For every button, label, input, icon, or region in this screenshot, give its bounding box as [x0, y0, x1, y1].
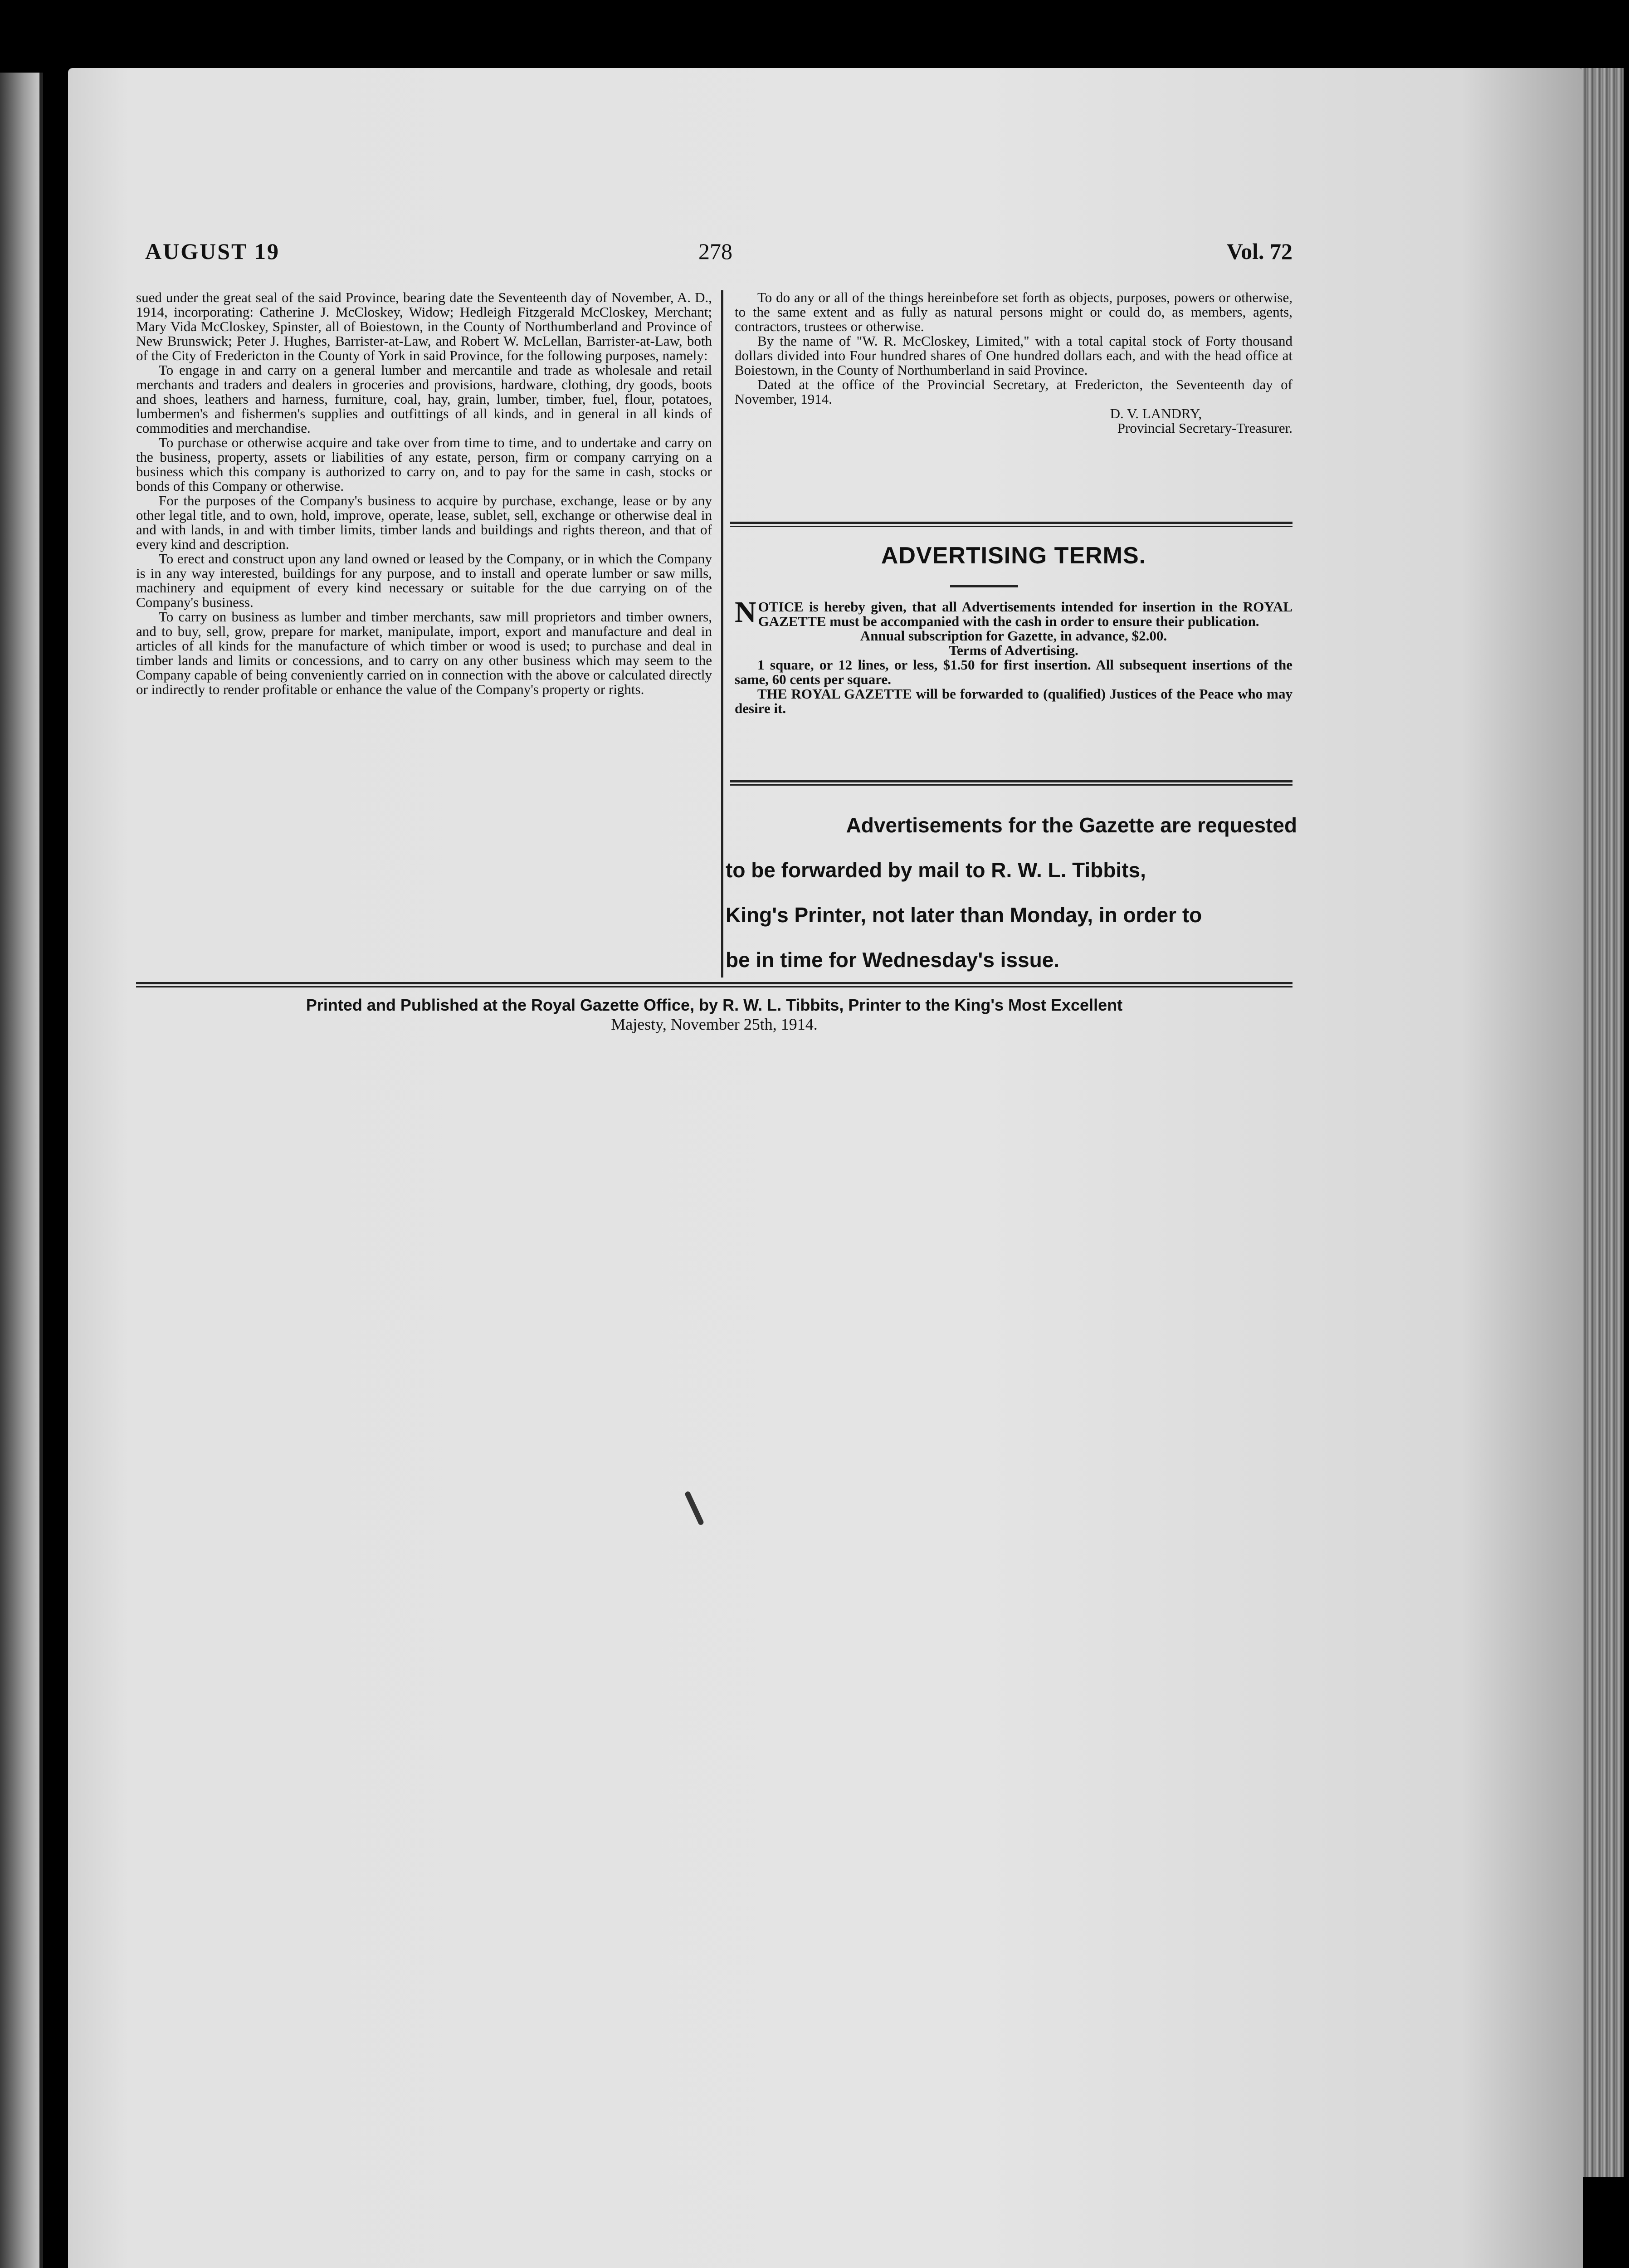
- signature-title: Provincial Secretary-Treasurer.: [1117, 420, 1292, 436]
- note-line: King's Printer, not later than Monday, in order to: [726, 903, 1202, 927]
- gazette-request-note: [726, 803, 1297, 982]
- imprint-line: Printed and Published at the Royal Gazette Office, by R. W. L. Tibbits, Printer to the King's Most Excellent: [306, 996, 1123, 1014]
- left-paragraph: To engage in and carry on a general lumber and mercantile and trade as wholesale and retail merchants and traders and dealers in groceries and provisions, hardware, clothing, dry goods, boots and shoes, leathers and harness, furniture, coal, hay, grain, lumber, timber, fuel, flour, potatoes, lumbermen's and fishermen's supplies and outfittings of all kinds, and in general in all kinds of commodities and merchandise.: [136, 362, 712, 436]
- title-underline: [950, 585, 1018, 587]
- page-number: 278: [698, 239, 732, 264]
- page-header: [145, 238, 1292, 270]
- terms-heading: Terms of Advertising.: [949, 642, 1078, 658]
- left-paragraph: For the purposes of the Company's business to acquire by purchase, exchange, lease or by any other legal title, and to own, hold, improve, operate, lease, sublet, sell, exchange or otherwise deal in and with lands, in and with timber limits, timber lands and buildings and rights thereon, and that of every kind and description.: [136, 493, 712, 552]
- note-line: Advertisements for the Gazette are requested: [846, 813, 1297, 837]
- right-paragraph: Dated at the office of the Provincial Secretary, at Fredericton, the Seventeenth day of November, 1914.: [735, 376, 1292, 407]
- signature-name: D. V. LANDRY,: [1110, 406, 1202, 421]
- section-rule: [730, 522, 1292, 527]
- right-column: [735, 290, 1292, 435]
- volume-number: Vol. 72: [1226, 239, 1292, 264]
- right-paragraph: To do any or all of the things hereinbefore set forth as objects, purposes, powers or otherwise, to the same extent and as fully as natural persons might or could do, as members, agents, contractors, trustees or otherwise.: [735, 289, 1292, 334]
- left-paragraph: To purchase or otherwise acquire and take over from time to time, and to undertake and carry on the business, property, assets or liabilities of any estate, person, firm or company carrying on a business which this company is authorized to carry on, and to pay for the same in cash, stocks or bonds of this Company or otherwise.: [136, 435, 712, 494]
- footer-rule: [136, 982, 1292, 987]
- drop-cap: N: [735, 596, 756, 629]
- left-paragraph: sued under the great seal of the said Province, bearing date the Seventeenth day of November, A. D., 1914, incorporating: Catherine J. McCloskey, Widow; Hedleigh Fitzgerald McCloskey, Merchant; Mary Vida McCloskey, Spinster, all of Boiestown, in the County of Northumberland and Province of New Brunswick; Peter J. Hughes, Barrister-at-Law, and Robert W. McLellan, Barrister-at-Law, both of the City of Fredericton in the County of York in said Province, for the following purposes, namely:: [136, 289, 712, 363]
- advertising-terms-title: ADVERTISING TERMS.: [881, 543, 1146, 569]
- advertising-notice: [735, 596, 1292, 716]
- left-column: [136, 290, 712, 697]
- imprint-line: Majesty, November 25th, 1914.: [611, 1015, 818, 1033]
- facing-page-edge: [0, 73, 43, 2268]
- forwarding-text: THE ROYAL GAZETTE will be forwarded to (qualified) Justices of the Peace who may desire it.: [735, 686, 1292, 716]
- note-line: to be forwarded by mail to R. W. L. Tibbits,: [726, 858, 1146, 882]
- subscription-text: Annual subscription for Gazette, in advance, $2.00.: [860, 628, 1167, 644]
- header-date: AUGUST 19: [145, 239, 280, 264]
- column-divider: [721, 290, 723, 978]
- left-paragraph: To erect and construct upon any land owned or leased by the Company, or in which the Company is in any way interested, buildings for any purpose, and to install and operate lumber or saw mills, machinery and equipment of every kind necessary or suitable for the due carrying on of the Company's business.: [136, 551, 712, 610]
- rates-text: 1 square, or 12 lines, or less, $1.50 for first insertion. All subsequent insertions of the same, 60 cents per square.: [735, 657, 1292, 687]
- note-line: be in time for Wednesday's issue.: [726, 948, 1060, 972]
- left-paragraph: To carry on business as lumber and timber merchants, saw mill proprietors and timber owners, and to buy, sell, grow, prepare for market, manipulate, import, export and manufacture and deal in articles of all kinds for the manufacture of which timber or wood is used; to purchase and deal in timber lands and limits or concessions, and to carry on any other business which may seem to the Company capable of being conveniently carried on in connection with the above or calculated directly or indirectly to render profitable or enhance the value of the Company's property or rights.: [136, 609, 712, 697]
- right-paragraph: By the name of "W. R. McCloskey, Limited," with a total capital stock of Forty thousand dollars divided into Four hundred shares of One hundred dollars each, and with the head office at Boiestown, in the County of Northumberland in said Province.: [735, 333, 1292, 378]
- notice-text: OTICE is hereby given, that all Advertisements intended for insertion in the ROYAL GAZETTE must be accompanied with the cash in order to ensure their publication.: [758, 599, 1292, 629]
- section-rule: [730, 780, 1292, 786]
- printer-imprint: [136, 996, 1292, 1034]
